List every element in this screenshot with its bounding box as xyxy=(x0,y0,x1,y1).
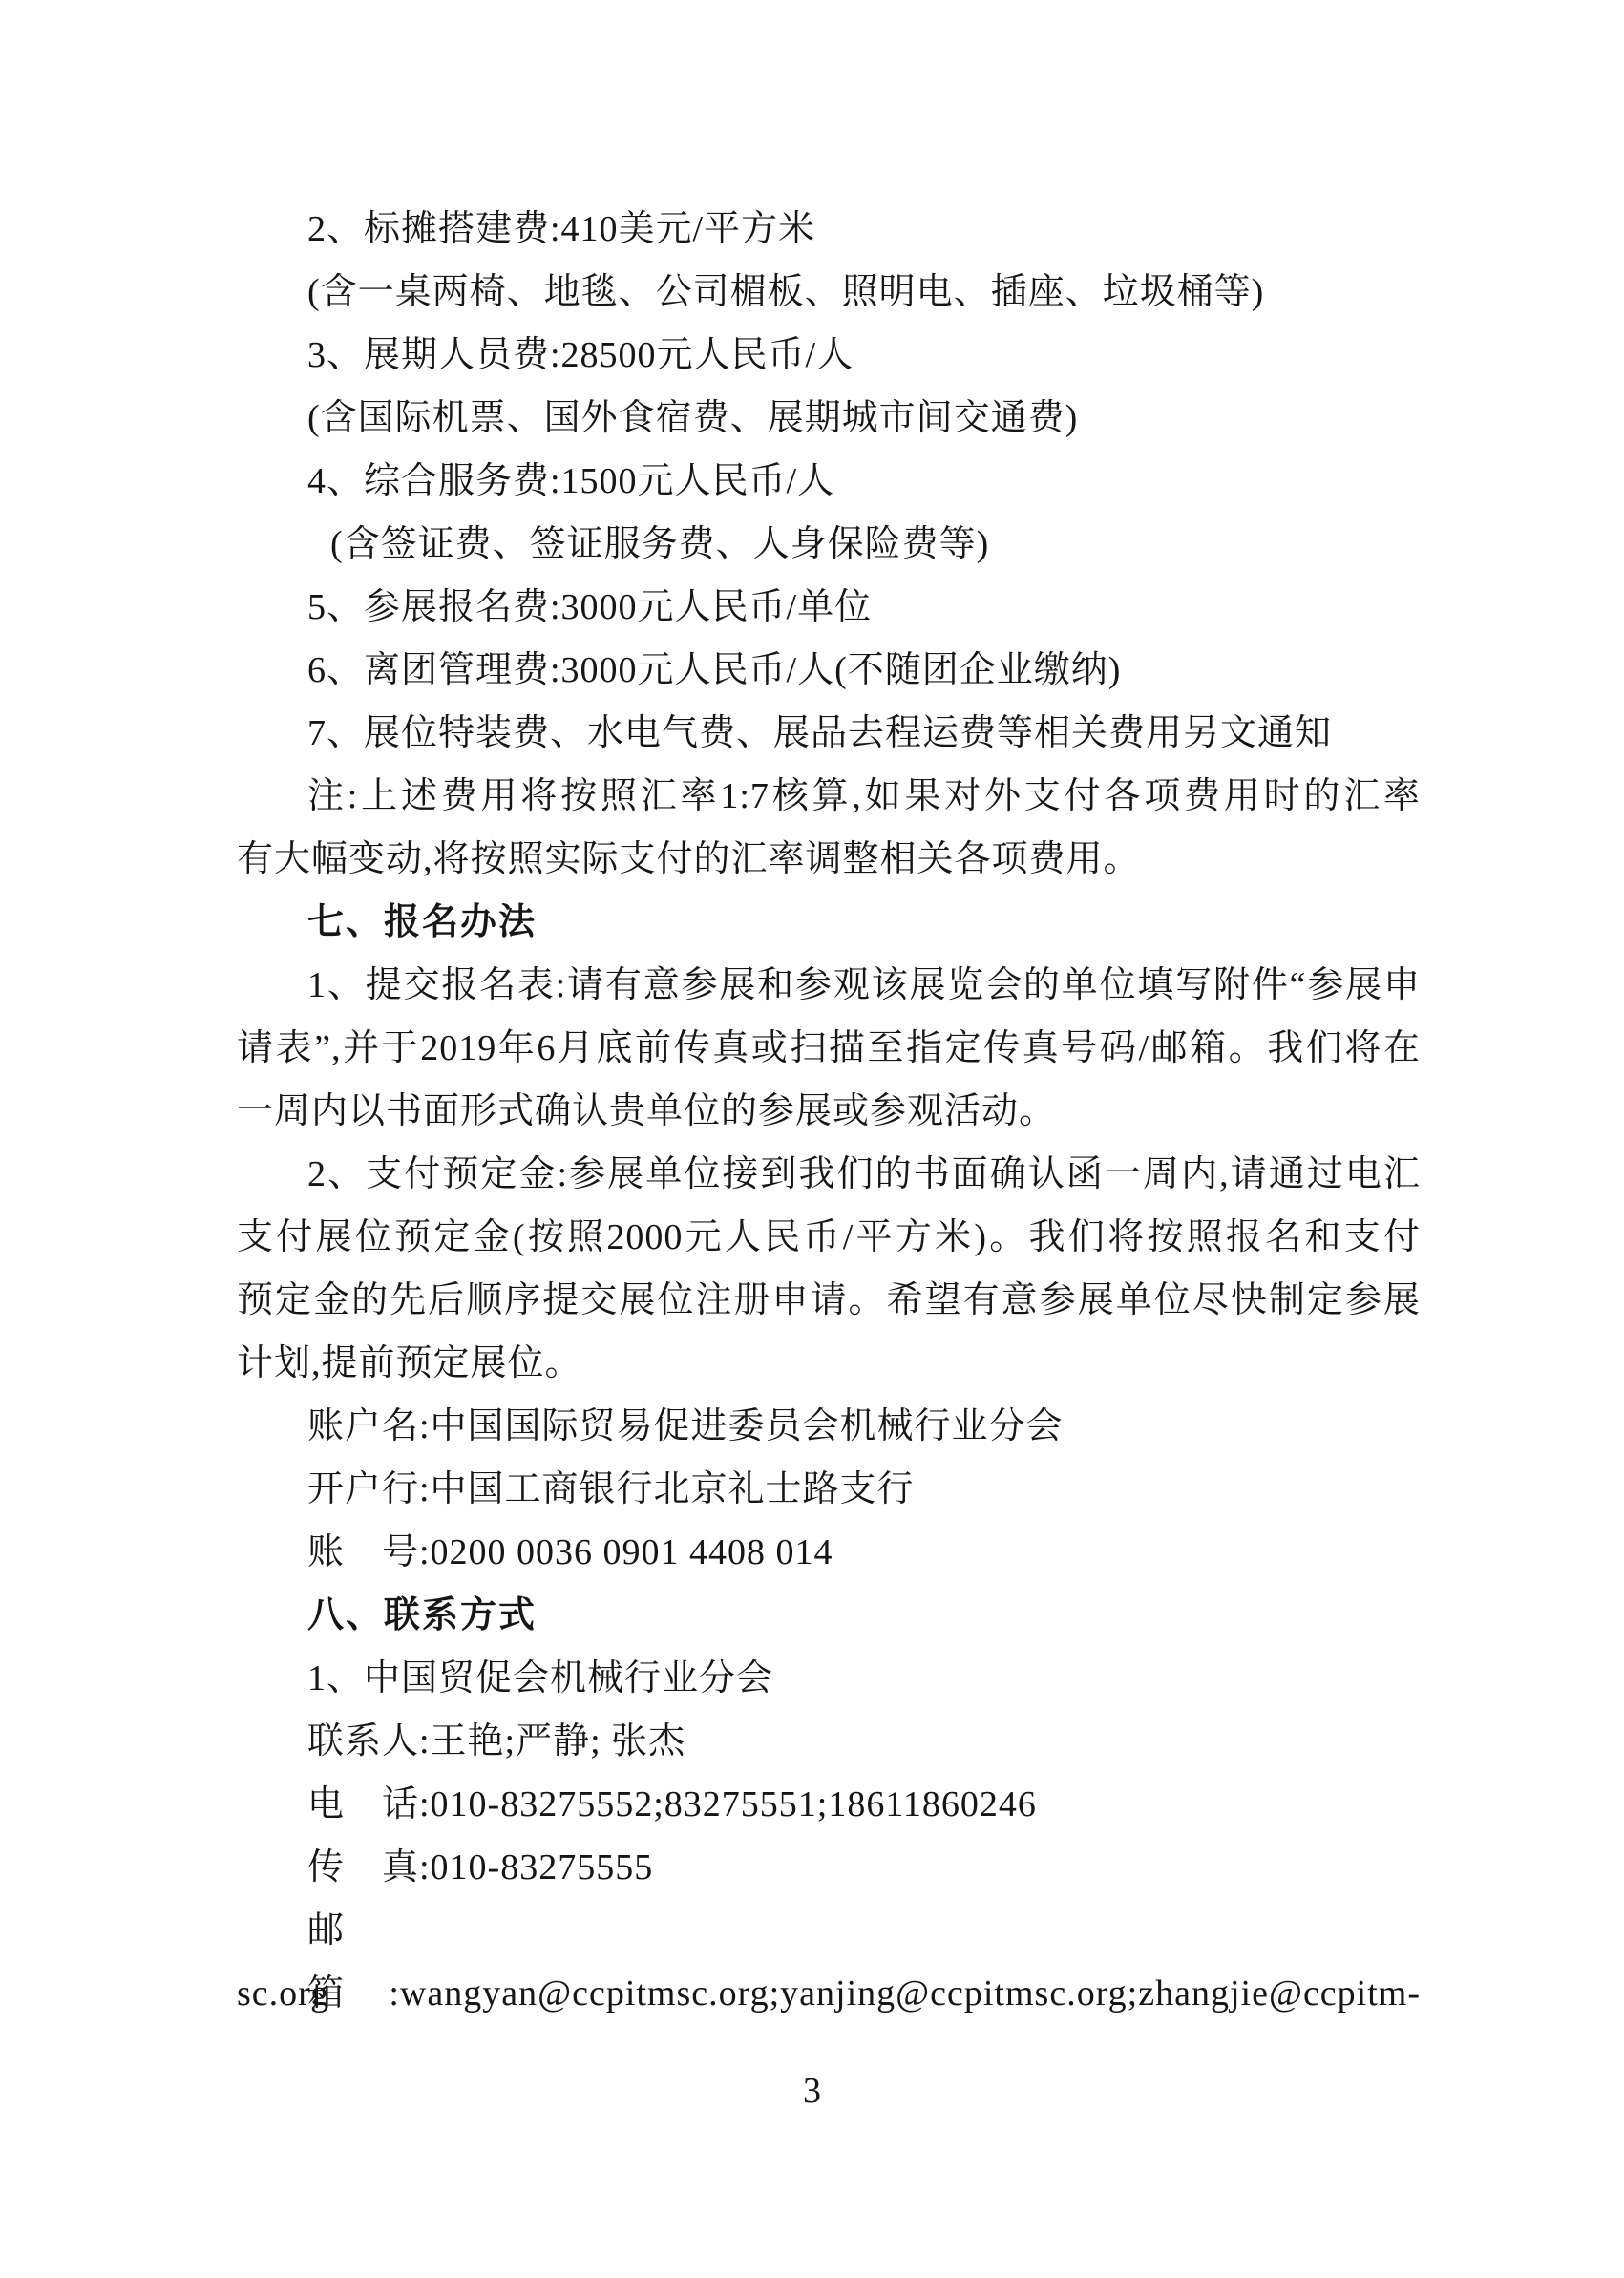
fee-item-service: 4、综合服务费:1500元人民币/人 xyxy=(307,461,835,501)
registration-step2-line1: 2、支付预定金:参展单位接到我们的书面确认函一周内,请通过电汇 xyxy=(307,1154,1421,1194)
registration-step1-line2: 请表”,并于2019年6月底前传真或扫描至指定传真号码/邮箱。我们将在 xyxy=(237,1028,1421,1068)
fee-item-other-fees: 7、展位特装费、水电气费、展品去程运费等相关费用另文通知 xyxy=(307,713,1333,753)
section-heading-contact: 八、联系方式 xyxy=(307,1595,538,1635)
section-heading-registration: 七、报名办法 xyxy=(307,902,538,942)
registration-step2-line2: 支付展位预定金(按照2000元人民币/平方米)。我们将按照报名和支付 xyxy=(237,1217,1421,1257)
registration-step2-line4: 计划,提前预定展位。 xyxy=(237,1343,582,1383)
fee-item-departure-management: 6、离团管理费:3000元人民币/人(不随团企业缴纳) xyxy=(307,650,1122,690)
contact-email-line2: sc.org xyxy=(237,1973,330,2014)
bank-account-number: 账 号:0200 0036 0901 4408 014 xyxy=(307,1532,833,1572)
fee-item-personnel: 3、展期人员费:28500元人民币/人 xyxy=(307,335,854,375)
contact-phone: 电 话:010-83275552;83275551;18611860246 xyxy=(307,1784,1037,1825)
note-exchange-rate-line1: 注:上述费用将按照汇率1:7核算,如果对外支付各项费用时的汇率 xyxy=(307,776,1421,816)
document-body xyxy=(237,198,1421,2025)
bank-branch: 开户行:中国工商银行北京礼士路支行 xyxy=(307,1469,915,1509)
fee-item-registration: 5、参展报名费:3000元人民币/单位 xyxy=(307,587,873,627)
fee-item-service-includes: (含签证费、签证服务费、人身保险费等) xyxy=(330,524,990,564)
contact-fax: 传 真:010-83275555 xyxy=(307,1847,654,1888)
bank-account-name: 账户名:中国国际贸易促进委员会机械行业分会 xyxy=(307,1406,1064,1446)
note-exchange-rate-line2: 有大幅变动,将按照实际支付的汇率调整相关各项费用。 xyxy=(237,839,1141,879)
page-number: 3 xyxy=(803,2071,821,2111)
contact-org: 1、中国贸促会机械行业分会 xyxy=(307,1658,774,1698)
fee-item-personnel-includes: (含国际机票、国外食宿费、展期城市间交通费) xyxy=(307,398,1079,438)
fee-item-booth-includes: (含一桌两椅、地毯、公司楣板、照明电、插座、垃圾桶等) xyxy=(307,272,1265,312)
contact-email-line1: 邮 箱:wangyan@ccpitmsc.org;yanjing@ccpitmsc.org;zhangjie@ccpitm- xyxy=(307,1910,1421,2014)
registration-step2-line3: 预定金的先后顺序提交展位注册申请。希望有意参展单位尽快制定参展 xyxy=(237,1280,1421,1320)
registration-step1-line1: 1、提交报名表:请有意参展和参观该展览会的单位填写附件“参展申 xyxy=(307,965,1421,1005)
fee-item-booth-construction: 2、标摊搭建费:410美元/平方米 xyxy=(307,209,816,249)
registration-step1-line3: 一周内以书面形式确认贵单位的参展或参观活动。 xyxy=(237,1091,1057,1131)
contact-persons: 联系人:王艳;严静; 张杰 xyxy=(307,1721,686,1761)
